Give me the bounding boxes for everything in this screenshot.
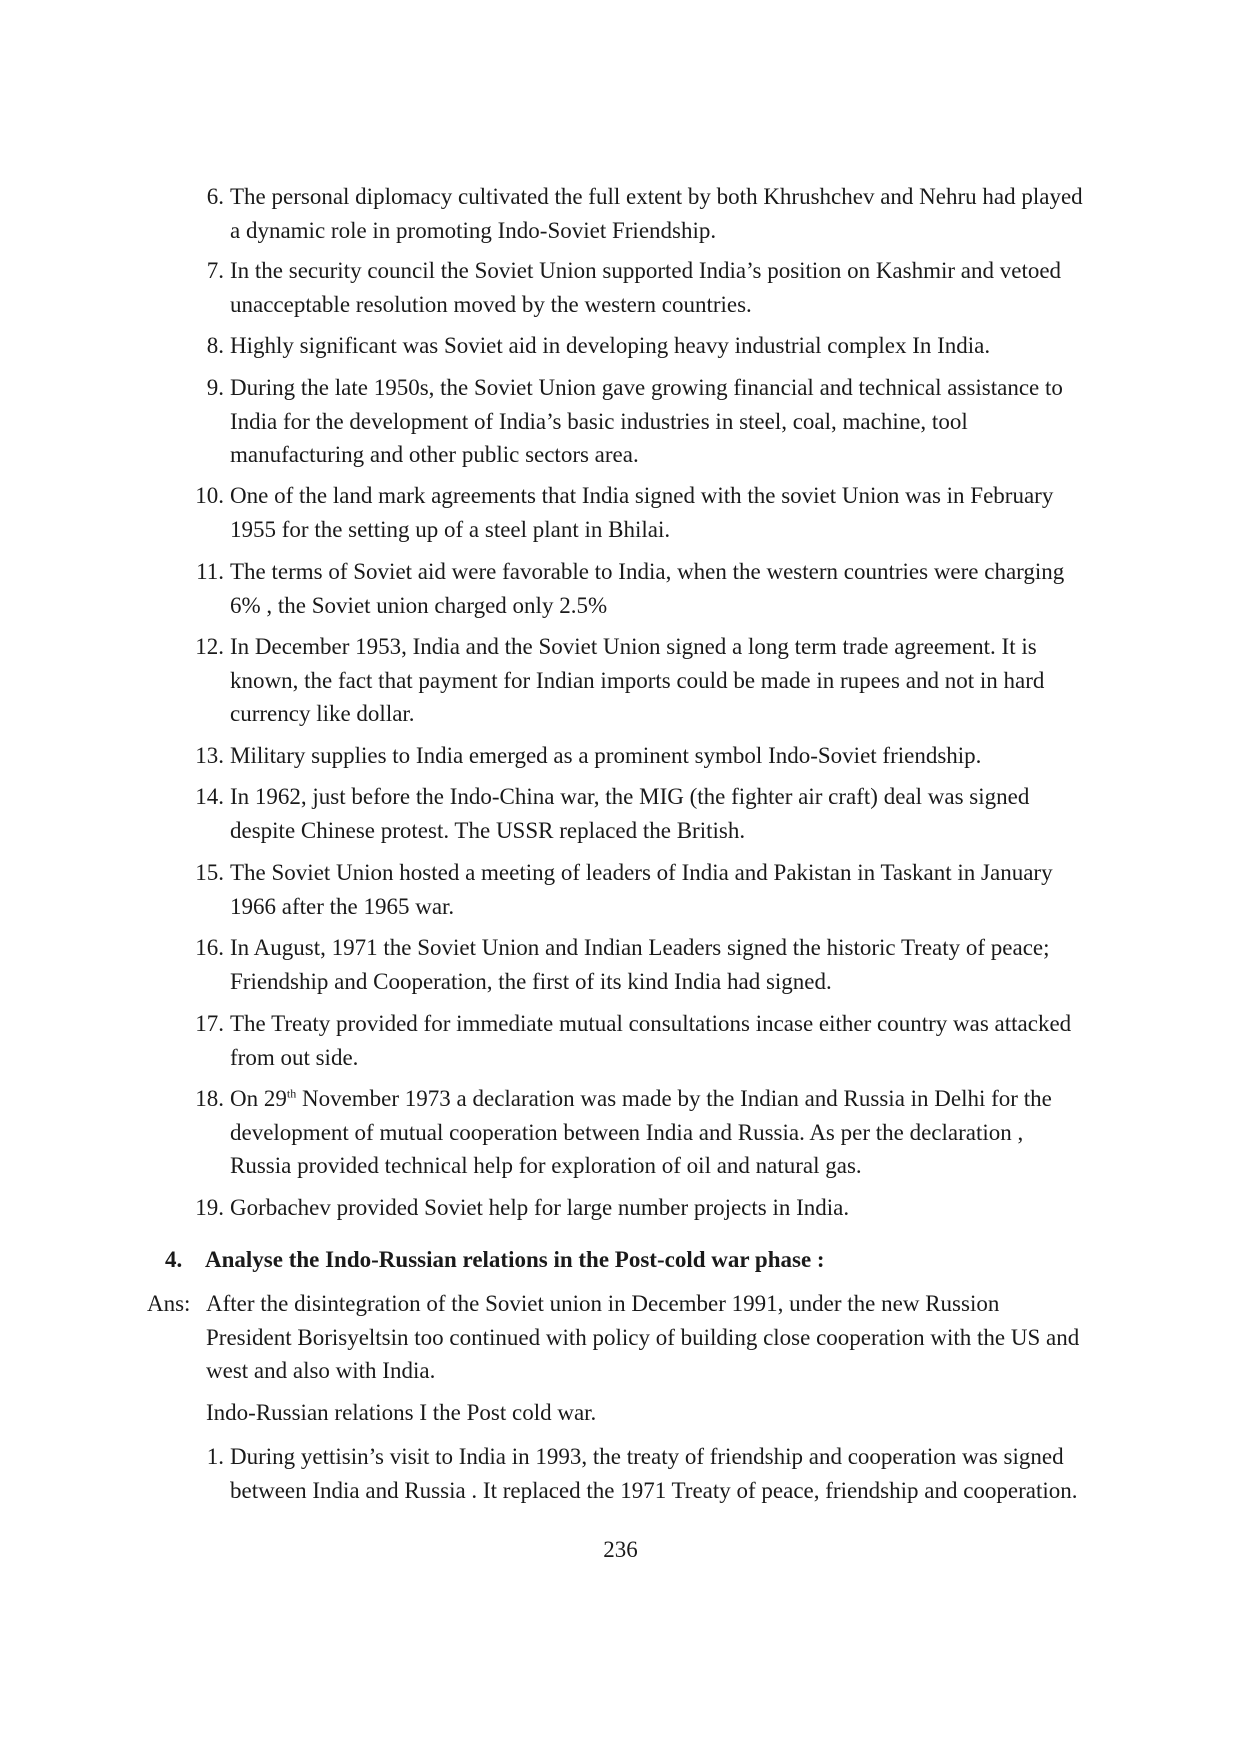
item-text: In December 1953, India and the Soviet Union signed a long term trade agreement. It is known, the fact that payment for Indian imports could be made in rupees and not in hard currency like dollar. [230, 634, 1045, 726]
question-heading [165, 1243, 1086, 1277]
answer-label: Ans: [147, 1291, 191, 1316]
item-number: 17. [195, 1011, 224, 1036]
item-text: Military supplies to India emerged as a prominent symbol Indo-Soviet friendship. [230, 743, 982, 768]
item-number: 10. [195, 483, 224, 508]
item-number: 18. [195, 1086, 224, 1111]
item-text: One of the land mark agreements that India signed with the soviet Union was in February 1955 for the setting up of a steel plant in Bhilai. [230, 483, 1054, 542]
list-item [182, 329, 1086, 363]
list-item [182, 180, 1086, 247]
list-item [182, 555, 1086, 622]
item-text [230, 1082, 1086, 1183]
page-number: 236 [603, 1537, 638, 1562]
item-number: 14. [195, 784, 224, 809]
item-text-part: On 29 [230, 1086, 287, 1111]
list-item [182, 1440, 1086, 1507]
list-item [182, 371, 1086, 472]
item-number: 12. [195, 634, 224, 659]
item-number: 11. [196, 559, 224, 584]
answer-block [147, 1287, 1086, 1388]
item-text: During yettisin’s visit to India in 1993, the treaty of friendship and cooperation was signed between India and Russia . It replaced the 1971 Treaty of peace, friendship and cooperation. [230, 1444, 1078, 1503]
subheading: Indo-Russian relations I the Post cold war. [206, 1400, 597, 1425]
item-number: 1. [206, 1444, 224, 1469]
item-text: Highly significant was Soviet aid in developing heavy industrial complex In India. [230, 333, 991, 358]
list-item [182, 739, 1086, 773]
item-text: During the late 1950s, the Soviet Union gave growing financial and technical assistance to India for the development of India’s basic industries in steel, coal, machine, tool manufacturing and other public sectors area. [230, 375, 1063, 467]
item-text: Gorbachev provided Soviet help for large number projects in India. [230, 1195, 850, 1220]
item-number: 16. [195, 935, 224, 960]
list-item [182, 479, 1086, 546]
question-number: 4. [165, 1247, 183, 1272]
item-text: The Soviet Union hosted a meeting of leaders of India and Pakistan in Taskant in January 1966 after the 1965 war. [230, 860, 1053, 919]
list-item [182, 254, 1086, 321]
item-text: In 1962, just before the Indo-China war, the MIG (the fighter air craft) deal was signed despite Chinese protest. The USSR replaced the British. [230, 784, 1030, 843]
list-item [182, 856, 1086, 923]
item-text: The personal diplomacy cultivated the full extent by both Khrushchev and Nehru had played a dynamic role in promoting Indo-Soviet Friendship. [230, 184, 1083, 243]
list-item [182, 931, 1086, 998]
item-number: 6. [206, 184, 224, 209]
item-text: The terms of Soviet aid were favorable to India, when the western countries were charging 6% , the Soviet union charged only 2.5% [230, 559, 1065, 618]
item-number: 7. [206, 258, 224, 283]
question-text: Analyse the Indo-Russian relations in the Post-cold war phase : [205, 1247, 825, 1272]
list-item [182, 1082, 1086, 1183]
item-text: In August, 1971 the Soviet Union and Indian Leaders signed the historic Treaty of peace; Friendship and Cooperation, the first of its kind India had signed. [230, 935, 1050, 994]
list-item [182, 630, 1086, 731]
item-number: 19. [195, 1195, 224, 1220]
item-text: The Treaty provided for immediate mutual consultations incase either country was attacked from out side. [230, 1011, 1072, 1070]
item-number: 13. [195, 743, 224, 768]
ordinal-superscript: th [286, 1086, 297, 1101]
item-number: 15. [195, 860, 224, 885]
answer-text: After the disintegration of the Soviet union in December 1991, under the new Russion President Borisyeltsin too continued with policy of building close cooperation with the US and west and also with India. [206, 1291, 1080, 1383]
item-number: 8. [206, 333, 224, 358]
list-item [182, 1191, 1086, 1225]
item-number: 9. [206, 375, 224, 400]
item-text: In the security council the Soviet Union supported India’s position on Kashmir and vetoed unacceptable resolution moved by the western countries. [230, 258, 1062, 317]
item-text-part: November 1973 a declaration was made by the Indian and Russia in Delhi for the development of mutual cooperation between India and Russia. As per the declaration , Russia provided technical help for exploration of oil and natural gas. [230, 1086, 1052, 1178]
list-item [182, 1007, 1086, 1074]
list-item [182, 780, 1086, 847]
